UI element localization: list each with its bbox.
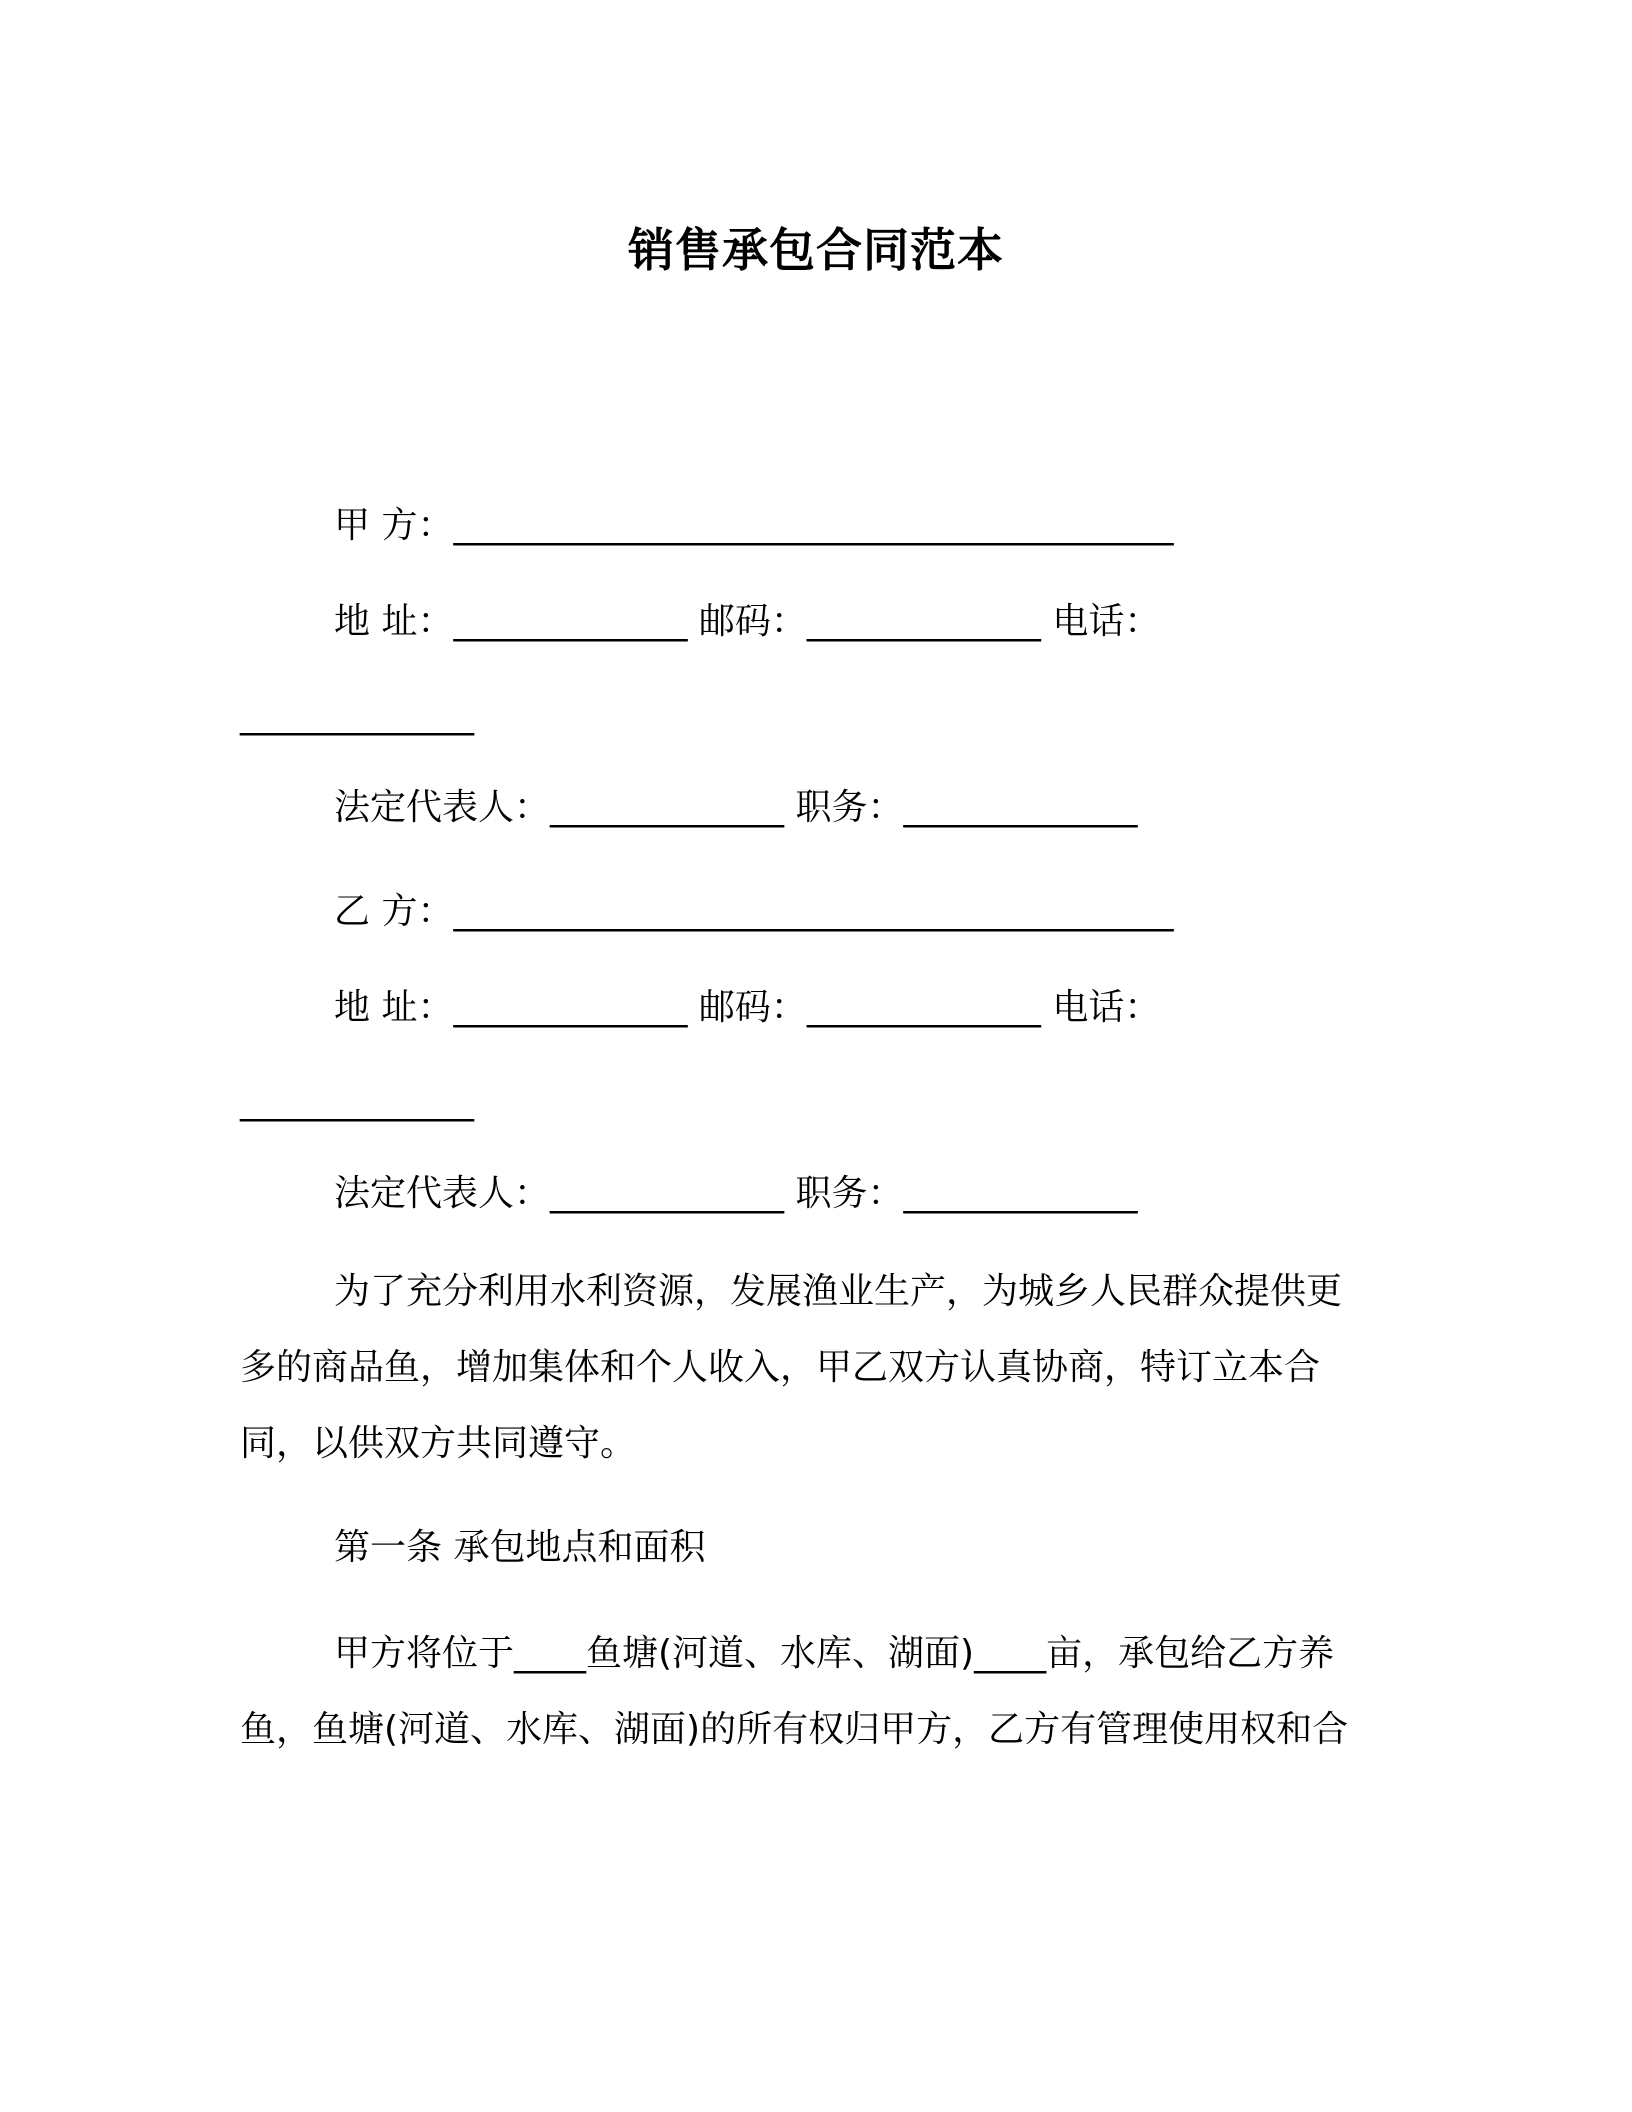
party-a-address-line: 地 址：_____________ 邮码：_____________ 电话： xyxy=(334,601,1161,642)
party-a-name-line: 甲 方：________________________________________ xyxy=(334,505,1174,546)
preamble-line-3: 同，以供双方共同遵守。 xyxy=(240,1423,637,1464)
preamble-line-1: 为了充分利用水利资源，发展渔业生产，为城乡人民群众提供更 xyxy=(334,1271,1343,1312)
preamble-line-2: 多的商品鱼，增加集体和个人收入，甲乙双方认真协商，特订立本合 xyxy=(240,1347,1321,1388)
party-b-address-line: 地 址：_____________ 邮码：_____________ 电话： xyxy=(334,987,1161,1028)
article-1-line-2: 鱼，鱼塘(河道、水库、湖面)的所有权归甲方，乙方有管理使用权和合 xyxy=(240,1709,1349,1750)
party-b-name-line: 乙 方：________________________________________ xyxy=(334,891,1174,932)
party-b-phone-blank: _____________ xyxy=(240,1081,474,1122)
article-1-line-1: 甲方将位于____鱼塘(河道、水库、湖面)____亩，承包给乙方养 xyxy=(334,1633,1335,1674)
page-title: 销售承包合同范本 xyxy=(628,223,1004,277)
party-b-representative-line: 法定代表人：_____________ 职务：_____________ xyxy=(334,1173,1138,1214)
party-a-representative-line: 法定代表人：_____________ 职务：_____________ xyxy=(334,787,1138,828)
article-1-heading: 第一条 承包地点和面积 xyxy=(334,1527,706,1568)
party-a-phone-blank: _____________ xyxy=(240,695,474,736)
